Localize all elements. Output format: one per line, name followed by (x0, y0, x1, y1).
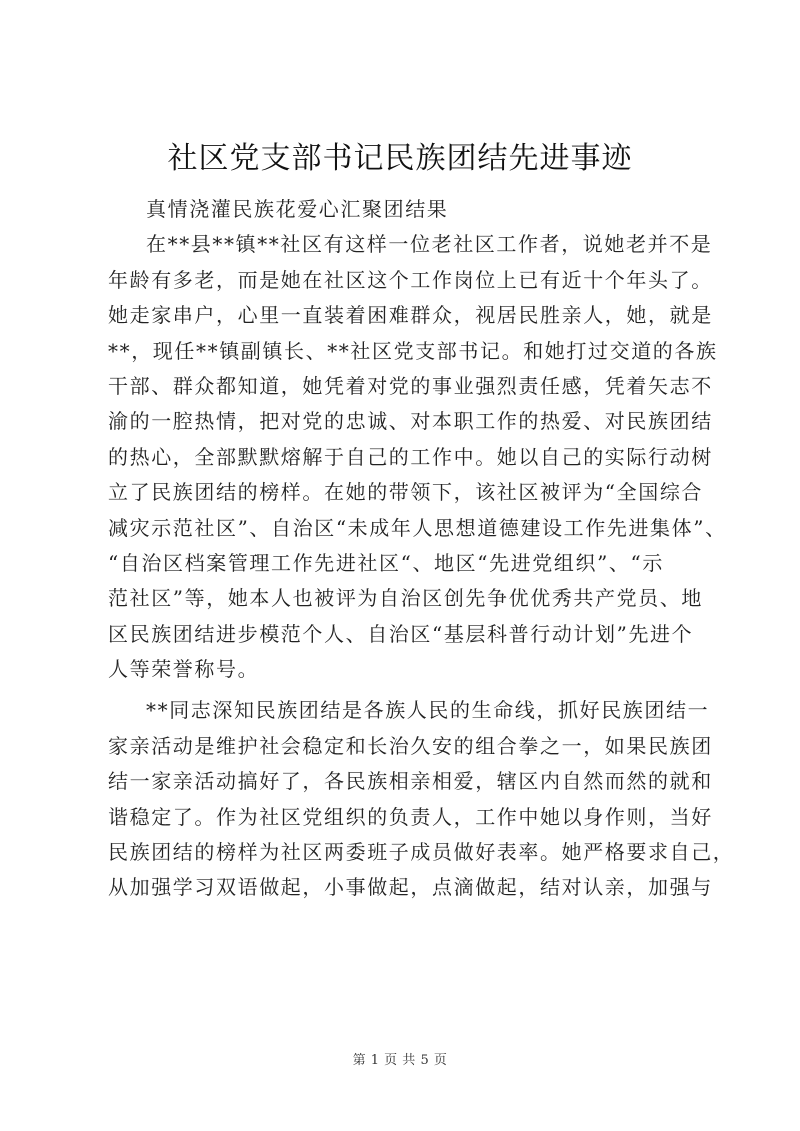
paragraph-line: 在**县**镇**社区有这样一位老社区工作者，说她老并不是 (146, 232, 713, 257)
document-title: 社区党支部书记民族团结先进事迹 (167, 141, 633, 176)
paragraph-line: 区民族团结进步模范个人、自治区“基层科普行动计划”先进个 (108, 621, 694, 646)
paragraph-line: 家亲活动是维护社会稳定和长治久安的组合拳之一，如果民族团 (108, 733, 713, 758)
paragraph-line: 减灾示范社区”、自治区“未成年人思想道德建设工作先进集体”、 (108, 515, 727, 540)
paragraph-line: 立了民族团结的榜样。在她的带领下，该社区被评为“全国综合 (108, 480, 704, 505)
paragraph-line: “自治区档案管理工作先进社区“、地区“先进党组织”、“示 (108, 550, 664, 575)
document-subtitle: 真情浇灌民族花爱心汇聚团结果 (146, 197, 449, 221)
paragraph-2 (108, 693, 735, 905)
paragraph-line: 范社区”等，她本人也被评为自治区创先争优优秀共产党员、地 (108, 586, 704, 611)
page-footer: 第 1 页 共 5 页 (352, 1053, 448, 1068)
document-body (108, 192, 735, 906)
paragraph-line: 结一家亲活动搞好了，各民族相亲相爱，辖区内自然而然的就和 (108, 769, 713, 794)
paragraph-line: 从加强学习双语做起，小事做起，点滴做起，结对认亲，加强与 (108, 875, 713, 900)
paragraph-line: 干部、群众都知道，她凭着对党的事业强烈责任感，凭着矢志不 (108, 373, 713, 398)
paragraph-line: 她走家串户，心里一直装着困难群众，视居民胜亲人，她，就是 (108, 303, 713, 328)
paragraph-line: 民族团结的榜样为社区两委班子成员做好表率。她严格要求自己， (108, 840, 735, 865)
paragraph-line: **，现任**镇副镇长、**社区党支部书记。和她打过交道的各族 (108, 338, 718, 363)
paragraph-line: 谐稳定了。作为社区党组织的负责人，工作中她以身作则，当好 (108, 804, 713, 829)
paragraph-line: **同志深知民族团结是各族人民的生命线，抓好民族团结一 (146, 698, 710, 723)
paragraph-1 (108, 227, 727, 687)
paragraph-line: 渝的一腔热情，把对党的忠诚、对本职工作的热爱、对民族团结 (108, 409, 713, 434)
paragraph-line: 的热心，全部默默熔解于自己的工作中。她以自己的实际行动树 (108, 444, 713, 469)
paragraph-line: 年龄有多老，而是她在社区这个工作岗位上已有近十个年头了。 (108, 267, 713, 292)
paragraph-line: 人等荣誉称号。 (108, 657, 260, 682)
